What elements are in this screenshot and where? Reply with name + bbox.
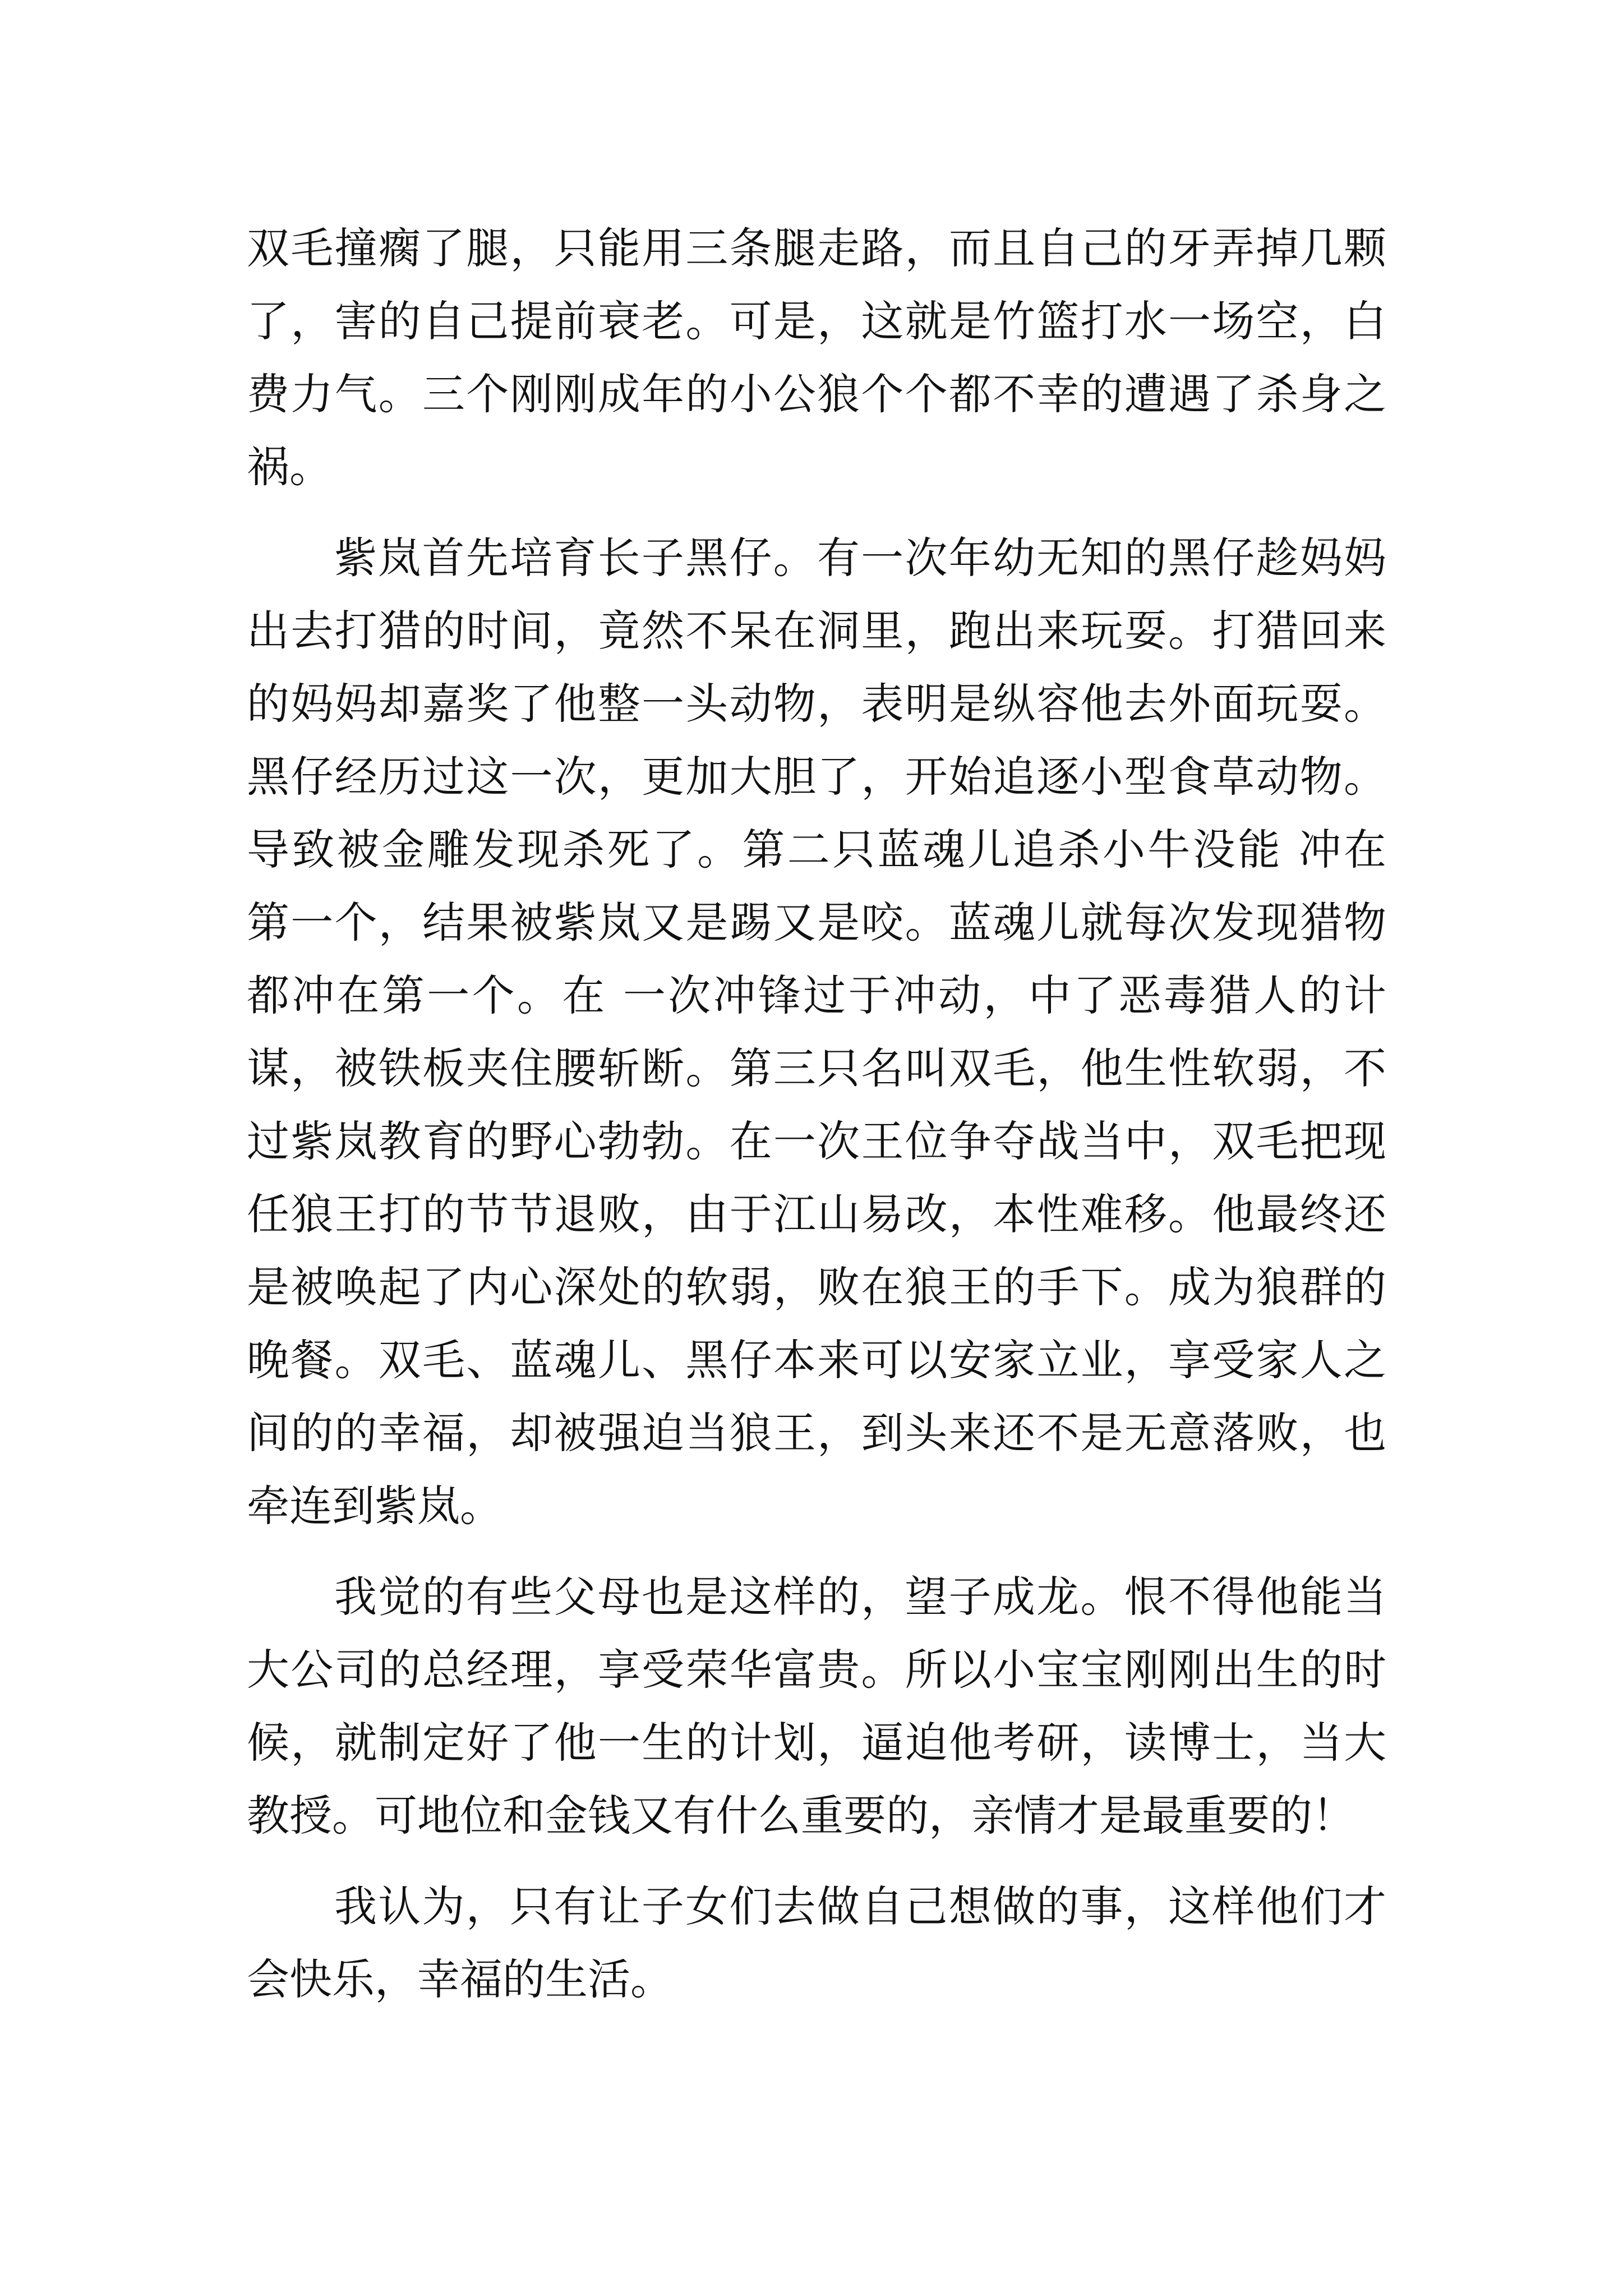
text-line: 出去打猎的时间，竟然不呆在洞里，跑出来玩耍。打猎回来 [247,606,1386,656]
text-line: 间的的幸福，却被强迫当狼王，到头来还不是无意落败，也 [247,1408,1386,1458]
text-line: 任狼王打的节节退败，由于江山易改，本性难移。他最终还 [247,1189,1386,1239]
text-line: 双毛撞瘸了腿，只能用三条腿走路，而且自己的牙弄掉几颗 [247,223,1386,273]
text-line: 会快乐，幸福的生活。 [247,1954,673,2004]
text-line: 晚餐。双毛、蓝魂儿、黑仔本来可以安家立业，享受家人之 [247,1335,1386,1385]
text-line: 教授。可地位和金钱又有什么重要的，亲情才是最重要的！ [247,1791,1355,1841]
text-line: 牵连到紫岚。 [247,1481,502,1531]
text-line: 我认为，只有让子女们去做自己想做的事，这样他们才 [334,1881,1386,1931]
paragraph-4 [247,1870,1386,2016]
text-line: 祸。 [247,442,332,492]
text-line: 第一个，结果被紫岚又是踢又是咬。蓝魂儿就每次发现猎物 [247,898,1386,947]
text-line: 都冲在第一个。在 一次冲锋过于冲动，中了恶毒猎人的计 [247,970,1386,1020]
text-line: 是被唤起了内心深处的软弱，败在狼王的手下。成为狼群的 [247,1262,1386,1312]
text-line: 我觉的有些父母也是这样的，望子成龙。恨不得他能当 [334,1572,1386,1622]
text-line: 谋，被铁板夹住腰斩断。第三只名叫双毛，他生性软弱，不 [247,1043,1386,1093]
paragraph-3 [247,1561,1386,1852]
paragraph-2 [247,522,1386,1543]
text-line: 的妈妈却嘉奖了他整一头动物，表明是纵容他去外面玩耍。 [247,679,1386,729]
text-line: 了，害的自己提前衰老。可是，这就是竹篮打水一场空，白 [247,296,1386,346]
text-line: 黑仔经历过这一次，更加大胆了，开始追逐小型食草动物。 [247,752,1386,802]
text-line: 紫岚首先培育长子黑仔。有一次年幼无知的黑仔趁妈妈 [334,533,1386,583]
text-line: 大公司的总经理，享受荣华富贵。所以小宝宝刚刚出生的时 [247,1645,1386,1695]
text-line: 费力气。三个刚刚成年的小公狼个个都不幸的遭遇了杀身之 [247,369,1386,419]
text-line: 导致被金雕发现杀死了。第二只蓝魂儿追杀小牛没能 冲在 [247,825,1386,875]
paragraph-1 [247,212,1386,504]
text-line: 过紫岚教育的野心勃勃。在一次王位争夺战当中，双毛把现 [247,1116,1386,1166]
text-line: 候，就制定好了他一生的计划，逼迫他考研，读博士，当大 [247,1718,1386,1768]
body-text [247,212,1386,2034]
